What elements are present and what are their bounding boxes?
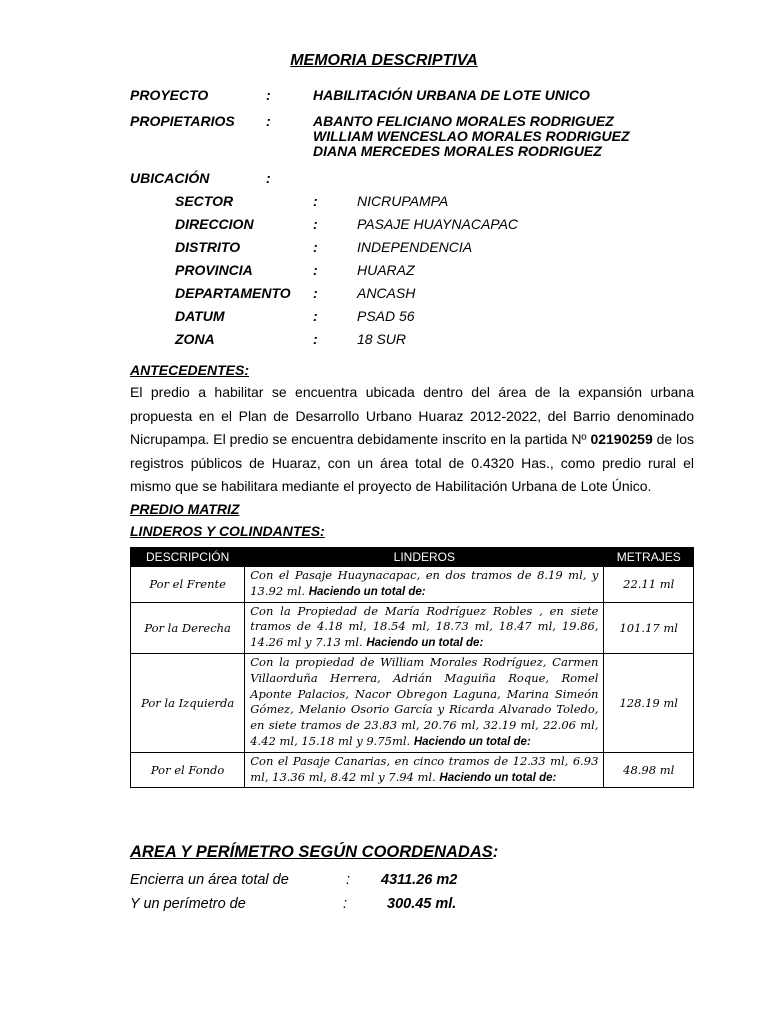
ubicacion-colon: : [313,308,318,324]
proyecto-value: HABILITACIÓN URBANA DE LOTE UNICO [313,87,590,103]
propietario-name: DIANA MERCEDES MORALES RODRIGUEZ [313,143,602,159]
document-title: MEMORIA DESCRIPTIVA [290,52,478,69]
ubicacion-colon: : [313,239,318,255]
perimetro-colon: : [343,896,348,912]
proyecto-label: PROYECTO [130,87,209,103]
area-perimetro-heading [130,843,498,862]
table-row [131,602,694,653]
row-linderos [245,567,604,603]
ubicacion-key: DISTRITO [175,239,241,255]
ubicacion-colon: : [313,331,318,347]
ubicacion-key: DEPARTAMENTO [175,285,291,301]
row-descripcion: Por la Izquierda [131,653,245,752]
linderos-heading: LINDEROS Y COLINDANTES: [130,523,325,539]
linderos-text: Con el Pasaje Huaynacapac, en dos tramos de 8.19 ml, y 13.92 ml. [250,568,599,598]
ubicacion-value: PSAD 56 [357,308,415,324]
linderos-total-label: Haciendo un total de: [439,771,557,784]
header-linderos: LINDEROS [245,548,604,567]
ubicacion-value: 18 SUR [357,331,407,347]
ubicacion-key: DATUM [175,308,225,324]
ubicacion-key: DIRECCION [175,216,254,232]
area-label: Encierra un área total de [130,872,289,888]
linderos-total-label: Haciendo un total de: [413,735,531,748]
row-descripcion: Por el Frente [131,567,245,603]
ubicacion-value: INDEPENDENCIA [357,239,473,255]
ubicacion-value: PASAJE HUAYNACAPAC [357,216,519,232]
antecedentes-paragraph [130,381,694,499]
table-header-row [131,548,694,567]
ubicacion-value: ANCASH [357,285,416,301]
linderos-table [130,547,694,788]
row-metraje: 48.98 ml [604,752,694,788]
propietarios-label: PROPIETARIOS [130,113,235,129]
perimetro-value: 300.45 ml. [387,896,457,912]
antecedentes-text: de los registros públicos de Huaraz, con un área total de 0.4320 Has., como predio rural el mismo que se habilitara mediante el proyecto de Habilitación Urbana de Lote Único. [130,431,694,495]
antecedentes-text: El predio a habilitar se encuentra ubicada dentro del área de la expansión urbana propuesta en el Plan de Desarrollo Urbano Huaraz 2012-2022, del Barrio denominado Nicrupampa. El predio se encuentra debidamente inscrito en la partida Nº [130,384,694,448]
linderos-total-label: Haciendo un total de: [366,637,484,650]
area-value: 4311.26 m2 [381,872,458,888]
row-linderos [245,752,604,788]
propietarios-colon: : [266,113,271,129]
area-heading-colon: : [492,843,499,861]
ubicacion-colon: : [313,285,318,301]
antecedentes-heading: ANTECEDENTES: [130,362,250,378]
row-metraje: 22.11 ml [604,567,694,603]
linderos-text: Con la propiedad de William Morales Rodríguez, Carmen Villaorduña Herrera, Adrián Maguiña Roque, Romel Aponte Palacios, Nacor Obregon Laguna, Marina Simeón Gómez, Melanio Osorio García y Ricarda Alvarado Toledo, en siete tramos de 23.83 ml, 20.76 ml, 32.19 ml, 22.06 ml, 4.42 ml, 15.18 ml y 9.75ml. [250,654,599,748]
table-row [131,567,694,603]
row-linderos [245,602,604,653]
area-colon: : [346,872,351,888]
linderos-text: Con el Pasaje Canarias, en cinco tramos de 12.33 ml, 6.93 ml, 13.36 ml, 8.42 ml y 7.94 ml. [250,753,599,784]
linderos-total-label: Haciendo un total de: [308,585,426,598]
linderos-text: Con la Propiedad de María Rodríguez Robles , en siete tramos de 4.18 ml, 18.54 ml, 18.73 ml, 18.47 ml, 19.86, 14.26 ml y 7.13 ml. [250,603,599,650]
table-row [131,653,694,752]
ubicacion-value: NICRUPAMPA [357,193,449,209]
propietario-name: ABANTO FELICIANO MORALES RODRIGUEZ [313,113,614,129]
ubicacion-label: UBICACIÓN [130,170,210,186]
area-heading-text: AREA Y PERÍMETRO SEGÚN COORDENADAS [130,843,493,861]
row-descripcion: Por el Fondo [131,752,245,788]
propietario-name: WILLIAM WENCESLAO MORALES RODRIGUEZ [313,128,630,144]
proyecto-colon: : [266,87,271,103]
perimetro-label: Y un perímetro de [130,896,246,912]
header-metrajes: METRAJES [604,548,694,567]
ubicacion-colon: : [266,170,271,186]
header-descripcion: DESCRIPCIÓN [131,548,245,567]
row-descripcion: Por la Derecha [131,602,245,653]
ubicacion-key: ZONA [175,331,215,347]
table-row [131,752,694,788]
row-metraje: 101.17 ml [604,602,694,653]
ubicacion-colon: : [313,193,318,209]
ubicacion-key: SECTOR [175,193,234,209]
ubicacion-value: HUARAZ [357,262,415,278]
ubicacion-colon: : [313,262,318,278]
ubicacion-colon: : [313,216,318,232]
predio-matriz-heading: PREDIO MATRIZ [130,501,240,517]
row-metraje: 128.19 ml [604,653,694,752]
row-linderos [245,653,604,752]
ubicacion-key: PROVINCIA [175,262,253,278]
partida-number: 02190259 [590,431,653,448]
